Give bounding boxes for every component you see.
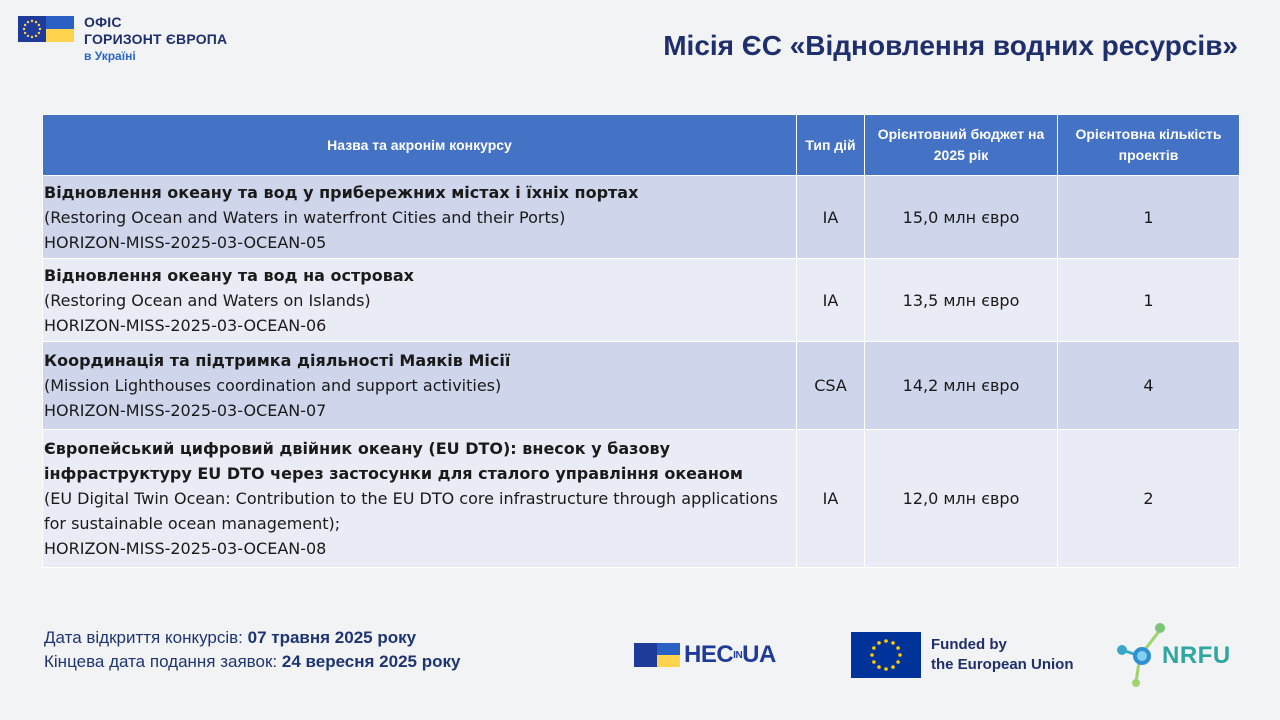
open-date-label: Дата відкриття конкурсів: bbox=[44, 628, 243, 647]
call-dates bbox=[44, 626, 460, 674]
eu-funded-line-2: the European Union bbox=[931, 656, 1074, 673]
call-title-uk: Відновлення океану та вод у прибережних містах і їхніх портах bbox=[44, 182, 639, 202]
open-date-value: 07 травня 2025 року bbox=[247, 628, 417, 647]
ua-flag-icon bbox=[46, 16, 74, 42]
logo-line-2: ГОРИЗОНТ ЄВРОПА bbox=[84, 31, 228, 47]
nrfu-logo bbox=[1116, 620, 1238, 690]
call-name-cell bbox=[43, 430, 797, 568]
call-name-cell bbox=[43, 176, 797, 259]
call-projects: 1 bbox=[1058, 176, 1240, 259]
hec-text-a: HEC bbox=[684, 641, 734, 668]
table-row bbox=[43, 342, 1240, 430]
table-header-row bbox=[43, 115, 1240, 176]
call-title-en: (Mission Lighthouses coordination and support activities) bbox=[44, 376, 502, 395]
office-logo bbox=[18, 14, 227, 65]
table-row bbox=[43, 176, 1240, 259]
hec-in-ua-logo bbox=[634, 641, 776, 669]
eu-funded-line-1: Funded by bbox=[931, 636, 1007, 653]
call-title-en: (EU Digital Twin Ocean: Contribution to the EU DTO core infrastructure through applications for sustainable ocean management); bbox=[44, 489, 778, 533]
hec-text-b: UA bbox=[742, 641, 776, 668]
call-code: HORIZON-MISS-2025-03-OCEAN-08 bbox=[44, 539, 327, 558]
deadline-label: Кінцева дата подання заявок: bbox=[44, 652, 278, 671]
deadline-value: 24 вересня 2025 року bbox=[281, 652, 461, 671]
open-date-line bbox=[44, 626, 460, 650]
call-title-uk: Координація та підтримка діяльності Маяків Місії bbox=[44, 351, 511, 370]
eu-funded-logo bbox=[851, 632, 1074, 678]
calls-table bbox=[42, 114, 1240, 568]
call-title-uk: Відновлення океану та вод на островах bbox=[44, 265, 414, 285]
page-title: Місія ЄС «Відновлення водних ресурсів» bbox=[663, 30, 1238, 61]
call-type: IA bbox=[797, 430, 865, 568]
eu-flag-icon bbox=[18, 16, 46, 42]
table-row bbox=[43, 259, 1240, 342]
call-type: IA bbox=[797, 259, 865, 342]
call-title-en: (Restoring Ocean and Waters in waterfront Cities and their Ports) bbox=[44, 207, 566, 227]
call-code: HORIZON-MISS-2025-03-OCEAN-06 bbox=[44, 315, 327, 335]
eu-flag-icon bbox=[851, 632, 921, 678]
call-title-en: (Restoring Ocean and Waters on Islands) bbox=[44, 290, 371, 310]
table-row bbox=[43, 430, 1240, 568]
deadline-line bbox=[44, 650, 460, 674]
header-budget: Орієнтовний бюджет на 2025 рік bbox=[865, 115, 1058, 176]
header-type: Тип дій bbox=[797, 115, 865, 176]
logo-line-1: ОФІС bbox=[84, 14, 122, 30]
call-projects: 2 bbox=[1058, 430, 1240, 568]
call-type: CSA bbox=[797, 342, 865, 430]
call-code: HORIZON-MISS-2025-03-OCEAN-07 bbox=[44, 401, 327, 420]
header-projects: Орієнтовна кількість проектів bbox=[1058, 115, 1240, 176]
call-budget: 14,2 млн євро bbox=[865, 342, 1058, 430]
call-name-cell bbox=[43, 259, 797, 342]
header-name: Назва та акронім конкурсу bbox=[43, 115, 797, 176]
call-budget: 13,5 млн євро bbox=[865, 259, 1058, 342]
call-code: HORIZON-MISS-2025-03-OCEAN-05 bbox=[44, 232, 327, 252]
nrfu-text: NRFU bbox=[1162, 642, 1231, 669]
hec-text-in: IN bbox=[733, 650, 743, 662]
logo-line-3: в Україні bbox=[84, 49, 136, 63]
eu-ua-flag-icon bbox=[634, 643, 680, 667]
call-name-cell bbox=[43, 342, 797, 430]
call-title-uk: Європейський цифровий двійник океану (EU DTO): внесок у базову інфраструктуру EU DTO через застосунки для сталого управління океаном bbox=[44, 439, 743, 483]
call-projects: 1 bbox=[1058, 259, 1240, 342]
call-budget: 12,0 млн євро bbox=[865, 430, 1058, 568]
eu-ua-flag-icon bbox=[18, 16, 74, 42]
call-budget: 15,0 млн євро bbox=[865, 176, 1058, 259]
call-projects: 4 bbox=[1058, 342, 1240, 430]
call-type: IA bbox=[797, 176, 865, 259]
